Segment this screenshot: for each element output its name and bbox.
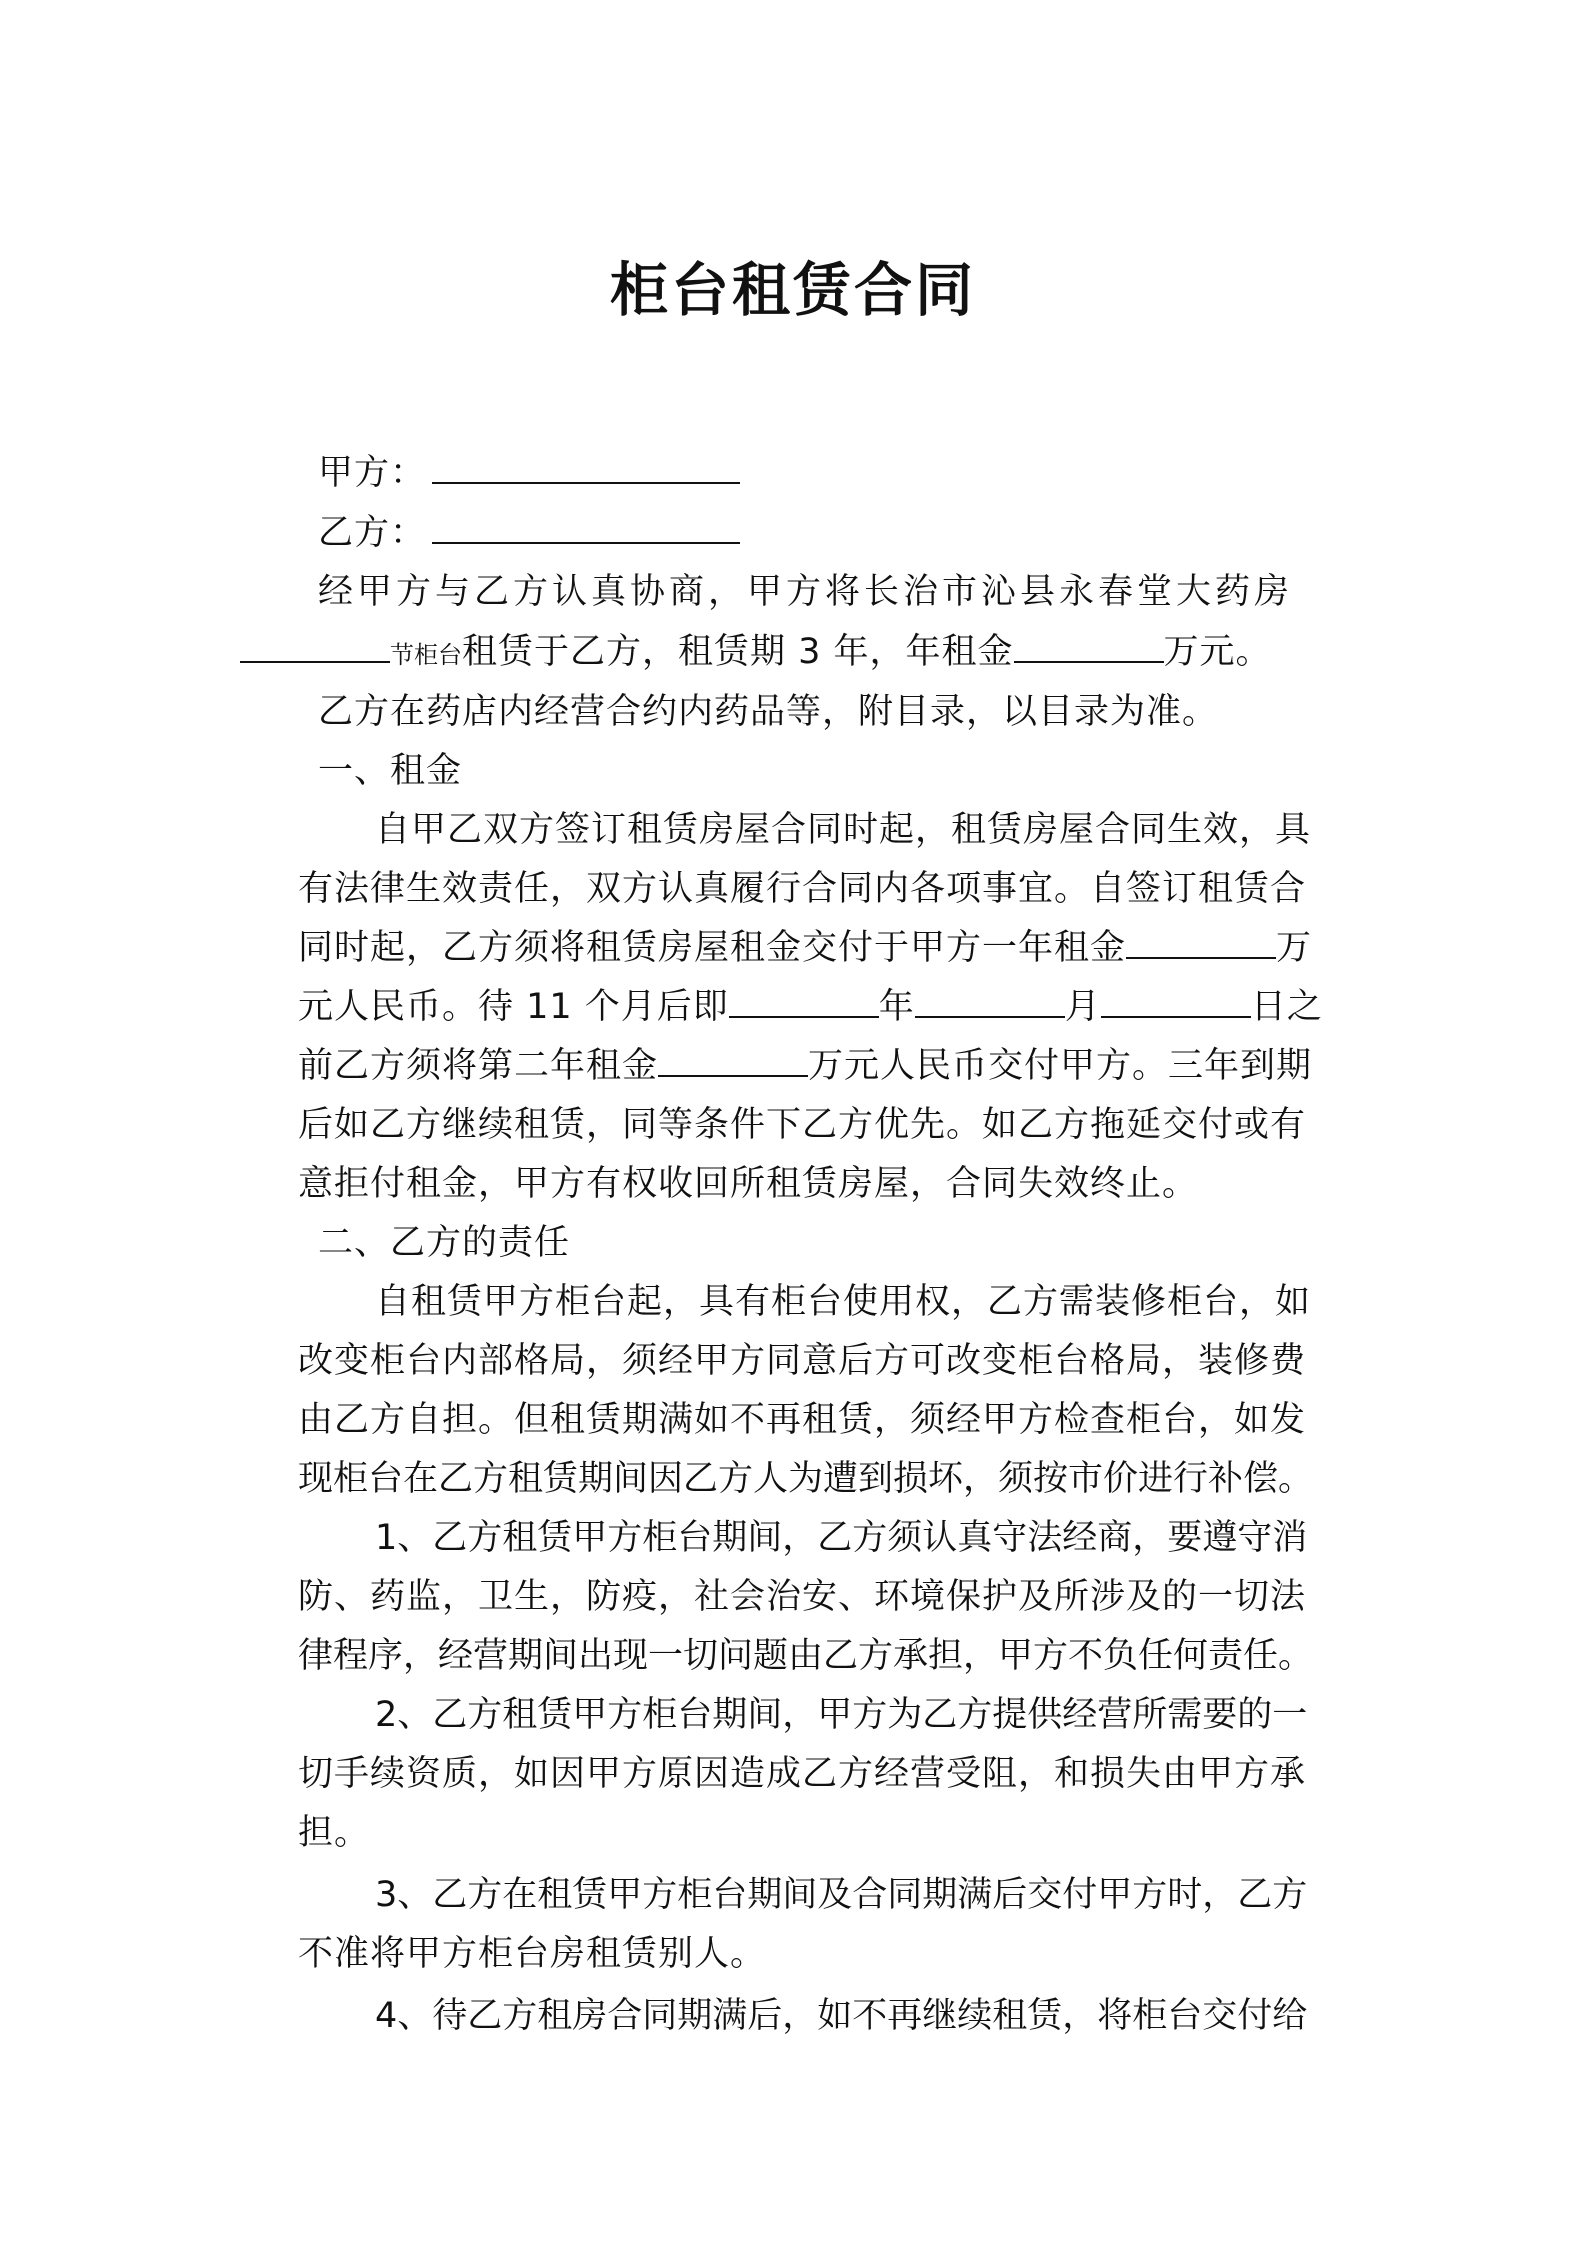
first-year-rent-blank: [1126, 927, 1276, 959]
item-3-line-1: 3、乙方在租赁甲方柜台期间及合同期满后交付甲方时，乙方: [375, 1875, 1308, 1915]
section-1-heading: 一、租金: [318, 751, 463, 791]
section-1-line-4-b: 年: [878, 987, 915, 1027]
section-1-line-4-c: 月: [1064, 987, 1101, 1027]
counter-count-blank: [240, 631, 390, 663]
party-a-blank: [432, 452, 740, 484]
section-1-line-3-a: 同时起，乙方须将租赁房屋租金交付于甲方一年租金: [298, 928, 1127, 968]
section-2-line-1: 自租赁甲方柜台起，具有柜台使用权，乙方需装修柜台，如: [375, 1282, 1312, 1322]
intro-line-3: 乙方在药店内经营合约内药品等，附目录，以目录为准。: [318, 692, 1219, 732]
section-1-line-3: [298, 923, 1312, 973]
section-2-line-3: 由乙方自担。但租赁期满如不再租赁，须经甲方检查柜台，如发: [298, 1400, 1307, 1440]
section-1-line-5-b: 万元人民币交付甲方。三年到期: [808, 1046, 1313, 1086]
counter-unit: 节柜台: [390, 641, 462, 669]
item-1-line-2: 防、药监，卫生，防疫，社会治安、环境保护及所涉及的一切法: [298, 1577, 1307, 1617]
section-2-heading: 二、乙方的责任: [318, 1223, 571, 1263]
section-1-line-5: [298, 1041, 1312, 1091]
item-2-line-1: 2、乙方租赁甲方柜台期间，甲方为乙方提供经营所需要的一: [375, 1695, 1308, 1735]
party-a-line: [318, 448, 740, 498]
annual-rent-blank: [1014, 631, 1164, 663]
year-blank: [729, 986, 879, 1018]
intro-line-2-end: 万元。: [1163, 632, 1272, 672]
party-b-line: [318, 508, 740, 558]
item-1-line-1: 1、乙方租赁甲方柜台期间，乙方须认真守法经商，要遵守消: [375, 1518, 1308, 1558]
section-1-line-4-a: 元人民币。待 11 个月后即: [298, 987, 729, 1027]
document-title: 柜台租赁合同: [609, 256, 976, 324]
party-b-label: 乙方：: [318, 513, 427, 553]
party-a-label: 甲方：: [318, 453, 427, 493]
item-2-line-3: 担。: [298, 1813, 371, 1853]
section-1-line-3-b: 万: [1276, 928, 1313, 968]
section-1-line-4: [298, 982, 1323, 1032]
section-1-line-4-d: 日之: [1250, 987, 1323, 1027]
section-1-line-6: 后如乙方继续租赁，同等条件下乙方优先。如乙方拖延交付或有: [298, 1105, 1307, 1145]
month-blank: [915, 986, 1065, 1018]
item-4-line-1: 4、待乙方租房合同期满后，如不再继续租赁，将柜台交付给: [375, 1996, 1308, 2036]
section-1-line-7: 意拒付租金，甲方有权收回所租赁房屋，合同失效终止。: [298, 1164, 1199, 1204]
intro-line-1: 经甲方与乙方认真协商，甲方将长治市沁县永春堂大药房: [318, 572, 1294, 612]
section-1-line-5-a: 前乙方须将第二年租金: [298, 1046, 659, 1086]
section-1-line-1: 自甲乙双方签订租赁房屋合同时起，租赁房屋合同生效，具: [375, 810, 1312, 850]
day-blank: [1101, 986, 1251, 1018]
item-3-line-2: 不准将甲方柜台房租赁别人。: [298, 1934, 767, 1974]
item-2-line-2: 切手续资质，如因甲方原因造成乙方经营受阻，和损失由甲方承: [298, 1754, 1307, 1794]
item-1-line-3: 律程序，经营期间出现一切问题由乙方承担，甲方不负任何责任。: [298, 1636, 1314, 1676]
party-b-blank: [432, 512, 740, 544]
second-year-rent-blank: [658, 1045, 808, 1077]
intro-line-2-mid: 租赁于乙方，租赁期 3 年，年租金: [462, 632, 1014, 672]
intro-line-2: [240, 627, 1272, 680]
section-2-line-4: 现柜台在乙方租赁期间因乙方人为遭到损坏，须按市价进行补偿。: [298, 1459, 1314, 1499]
section-2-line-2: 改变柜台内部格局，须经甲方同意后方可改变柜台格局，装修费: [298, 1341, 1307, 1381]
section-1-line-2: 有法律生效责任，双方认真履行合同内各项事宜。自签订租赁合: [298, 869, 1307, 909]
